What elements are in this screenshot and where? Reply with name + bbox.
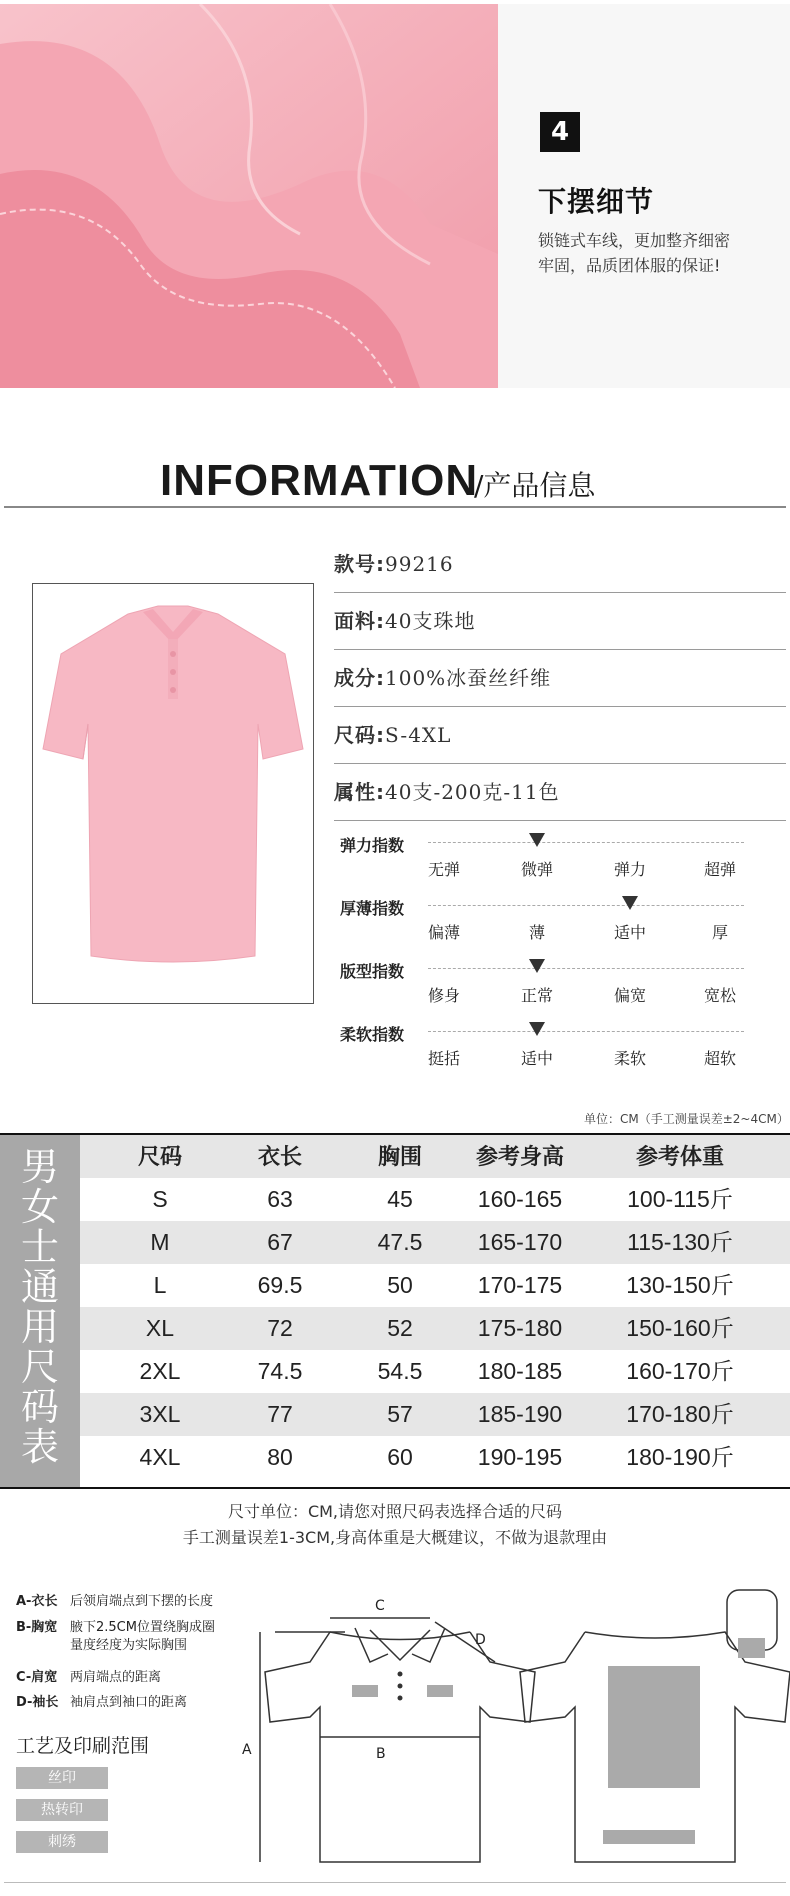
table-cell: 130-150斤	[626, 1272, 734, 1298]
table-cell: 4XL	[139, 1444, 181, 1470]
table-cell: 165-170	[477, 1229, 563, 1255]
table-cell: XL	[145, 1315, 175, 1341]
dimension-label-a: A	[242, 1742, 252, 1758]
info-title: INFORMATION	[160, 456, 479, 505]
craft-badge-heat-transfer: 热转印	[16, 1799, 108, 1821]
table-cell: 170-175	[477, 1272, 563, 1298]
table-cell: 57	[387, 1401, 413, 1427]
table-cell: 190-195	[477, 1444, 563, 1470]
table-header-cell: 参考身高	[475, 1144, 564, 1169]
size-table-side-title: 男女士通用尺码表	[20, 1145, 59, 1469]
table-cell: 63	[267, 1186, 293, 1212]
scale-option: 无弹	[427, 860, 460, 879]
info-subtitle: /产品信息	[474, 469, 596, 502]
table-cell: 77	[267, 1401, 293, 1427]
scale-option: 修身	[427, 986, 460, 1005]
scale-track	[428, 1031, 744, 1032]
table-cell: 100-115斤	[627, 1186, 733, 1212]
scale-track	[428, 842, 744, 843]
scale-option: 超软	[703, 1049, 736, 1068]
table-row	[80, 1264, 790, 1307]
scale-marker	[529, 959, 545, 973]
scale-option: 微弹	[520, 860, 553, 879]
scale-marker	[622, 896, 638, 910]
table-cell: 72	[267, 1315, 293, 1341]
scale-track	[428, 905, 744, 906]
scale-option: 正常	[520, 986, 553, 1005]
scale-option: 超弹	[703, 860, 736, 879]
table-row	[80, 1350, 790, 1393]
scale-label: 版型指数	[340, 962, 405, 981]
divider	[4, 1882, 786, 1883]
scale-track	[428, 968, 744, 969]
table-cell: 150-160斤	[626, 1315, 734, 1341]
table-cell: 2XL	[139, 1358, 181, 1384]
craft-badge-embroidery: 刺绣	[16, 1831, 108, 1853]
dimension-label-c: C	[375, 1598, 385, 1614]
table-header-row	[80, 1135, 790, 1178]
detail-desc-line: 牢固，品质团体服的保证!	[538, 256, 721, 275]
table-cell: 54.5	[377, 1358, 423, 1384]
size-table-side-banner	[0, 1135, 80, 1487]
table-row	[80, 1393, 790, 1436]
size-note: 手工测量误差1-3CM,身高体重是大概建议，不做为退款理由	[182, 1528, 608, 1547]
legend-desc: 袖肩点到袖口的距离	[70, 1695, 188, 1710]
legend-key: C-肩宽	[16, 1670, 58, 1685]
table-header-cell: 衣长	[257, 1144, 302, 1169]
size-note: 尺寸单位：CM,请您对照尺码表选择合适的尺码	[227, 1502, 563, 1521]
table-cell: 45	[387, 1186, 413, 1212]
table-row	[80, 1221, 790, 1264]
craft-title: 工艺及印刷范围	[16, 1735, 150, 1757]
table-cell: 185-190	[477, 1401, 563, 1427]
table-cell: 160-165	[477, 1186, 563, 1212]
table-header-cell: 胸围	[377, 1144, 422, 1169]
table-row	[80, 1307, 790, 1350]
table-cell: S	[152, 1186, 168, 1212]
table-row	[80, 1178, 790, 1221]
table-cell: 69.5	[257, 1272, 303, 1298]
scale-label: 弹力指数	[340, 836, 405, 855]
table-cell: 180-185	[477, 1358, 563, 1384]
scale-option: 偏薄	[427, 923, 460, 942]
spec-row-attributes: 属性:40支-200克-11色	[334, 764, 786, 821]
scale-label: 柔软指数	[340, 1025, 405, 1044]
scale-marker	[529, 833, 545, 847]
spec-row-composition: 成分:100%冰蚕丝纤维	[334, 650, 786, 707]
table-header-cell: 尺码	[137, 1144, 182, 1169]
legend-key: A-衣长	[16, 1594, 58, 1609]
detail-desc-line: 锁链式车线，更加整齐细密	[538, 231, 731, 250]
legend-key: D-袖长	[16, 1695, 59, 1710]
spec-row-fabric: 面料:40支珠地	[334, 593, 786, 650]
table-row	[80, 1436, 790, 1479]
table-cell: 170-180斤	[626, 1401, 734, 1427]
legend-desc: 两肩端点的距离	[70, 1670, 162, 1685]
divider	[4, 506, 786, 508]
table-cell: L	[153, 1272, 167, 1298]
unit-note: 单位：CM（手工测量误差±2~4CM）	[584, 1112, 789, 1126]
table-cell: 50	[387, 1272, 413, 1298]
detail-number-badge: 4	[540, 112, 580, 152]
table-cell: 115-130斤	[627, 1229, 733, 1255]
fabric-hem-photo	[0, 4, 498, 388]
scale-option: 偏宽	[613, 986, 646, 1005]
table-cell: 175-180	[477, 1315, 563, 1341]
legend-key: B-胸宽	[16, 1620, 58, 1635]
table-header-cell: 参考体重	[635, 1144, 724, 1169]
measurement-diagram	[230, 1582, 790, 1882]
scale-option: 挺括	[427, 1049, 460, 1068]
dimension-label-d: D	[475, 1632, 486, 1648]
scale-option: 适中	[613, 923, 646, 942]
table-cell: 80	[267, 1444, 293, 1470]
spec-row-size: 尺码:S-4XL	[334, 707, 786, 764]
legend-desc: 腋下2.5CM位置绕胸成圈	[70, 1620, 215, 1635]
table-cell: 3XL	[139, 1401, 181, 1427]
table-cell: 60	[387, 1444, 413, 1470]
table-cell: 74.5	[257, 1358, 303, 1384]
scale-option: 弹力	[613, 860, 646, 879]
table-cell: M	[150, 1229, 170, 1255]
scale-option: 厚	[711, 923, 728, 942]
scale-option: 薄	[528, 923, 545, 942]
table-cell: 52	[387, 1315, 413, 1341]
table-cell: 160-170斤	[626, 1358, 734, 1384]
table-cell: 47.5	[377, 1229, 423, 1255]
table-cell: 67	[267, 1229, 293, 1255]
product-photo	[32, 583, 314, 1004]
scale-marker	[529, 1022, 545, 1036]
scale-option: 适中	[520, 1049, 553, 1068]
spec-row-style-no: 款号:99216	[334, 536, 786, 593]
detail-title: 下摆细节	[538, 185, 655, 218]
table-cell: 180-190斤	[626, 1444, 734, 1470]
scale-option: 柔软	[613, 1049, 646, 1068]
scale-option: 宽松	[703, 986, 736, 1005]
size-table	[0, 1133, 790, 1489]
legend-desc: 量度经度为实际胸围	[70, 1638, 188, 1653]
scale-label: 厚薄指数	[340, 899, 405, 918]
legend-desc: 后领肩端点到下摆的长度	[70, 1594, 214, 1609]
dimension-label-b: B	[376, 1746, 386, 1762]
craft-badge-screen-print: 丝印	[16, 1767, 108, 1789]
